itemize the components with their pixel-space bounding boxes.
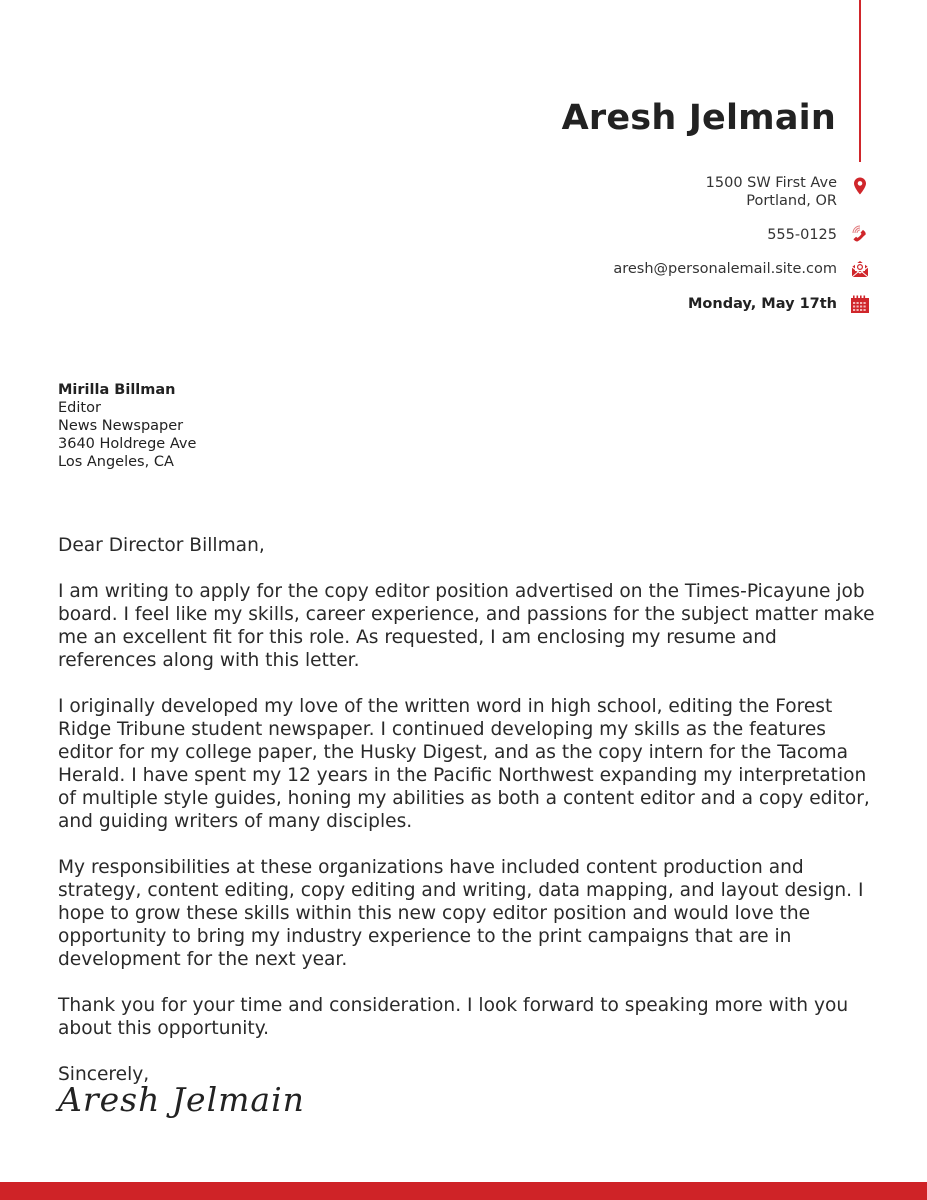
letter-date: Monday, May 17th xyxy=(687,296,837,312)
phone-icon xyxy=(849,223,871,245)
body-paragraph: My responsibilities at these organizations have included content production and strategy, content editing, copy editing and writing, data mapping, and layout design. I hope to grow these skills within this new copy editor position and would love the opportunity to bring my industry experience to the print campaigns that are in development for the next year. xyxy=(58,857,864,970)
calendar-icon xyxy=(849,293,871,315)
sender-address xyxy=(706,174,837,210)
address-line-1: 1500 SW First Ave xyxy=(705,175,837,191)
body-paragraph: I am writing to apply for the copy editor position advertised on the Times-Picayune job board. I feel like my skills, career experience, and passions for the subject matter make me an excellent fit for this role. As requested, I am enclosing my resume and references along with this letter. xyxy=(58,581,875,671)
footer-accent-bar xyxy=(0,1182,927,1200)
salutation: Dear Director Billman, xyxy=(58,535,265,556)
address-line-2: Portland, OR xyxy=(746,193,837,209)
recipient-block xyxy=(58,381,196,471)
map-pin-icon xyxy=(849,175,871,197)
recipient-title: Editor xyxy=(58,400,101,416)
recipient-company: News Newspaper xyxy=(58,418,184,434)
recipient-city: Los Angeles, CA xyxy=(58,454,174,470)
recipient-name: Mirilla Billman xyxy=(58,382,176,398)
signature: Aresh Jelmain xyxy=(58,1080,305,1119)
letter-body xyxy=(58,534,878,1109)
sender-phone: 555-0125 xyxy=(767,227,837,243)
body-paragraph: I originally developed my love of the written word in high school, editing the Forest Ridge Tribune student newspaper. I continued developing my skills as the features editor for my college paper, the Husky Digest, and as the copy intern for the Tacoma Herald. I have spent my 12 years in the Pacific Northwest expanding my interpretation of multiple style guides, honing my abilities as both a content editor and a copy editor, and guiding writers of many disciples. xyxy=(58,696,870,832)
sender-email: aresh@personalemail.site.com xyxy=(613,261,837,277)
envelope-icon xyxy=(849,258,871,280)
closing: Sincerely, xyxy=(58,1064,150,1085)
accent-vertical-line xyxy=(859,0,861,162)
body-paragraph: Thank you for your time and consideration. I look forward to speaking more with you about this opportunity. xyxy=(58,995,849,1039)
recipient-street: 3640 Holdrege Ave xyxy=(58,436,197,452)
sender-name: Aresh Jelmain xyxy=(561,98,836,138)
